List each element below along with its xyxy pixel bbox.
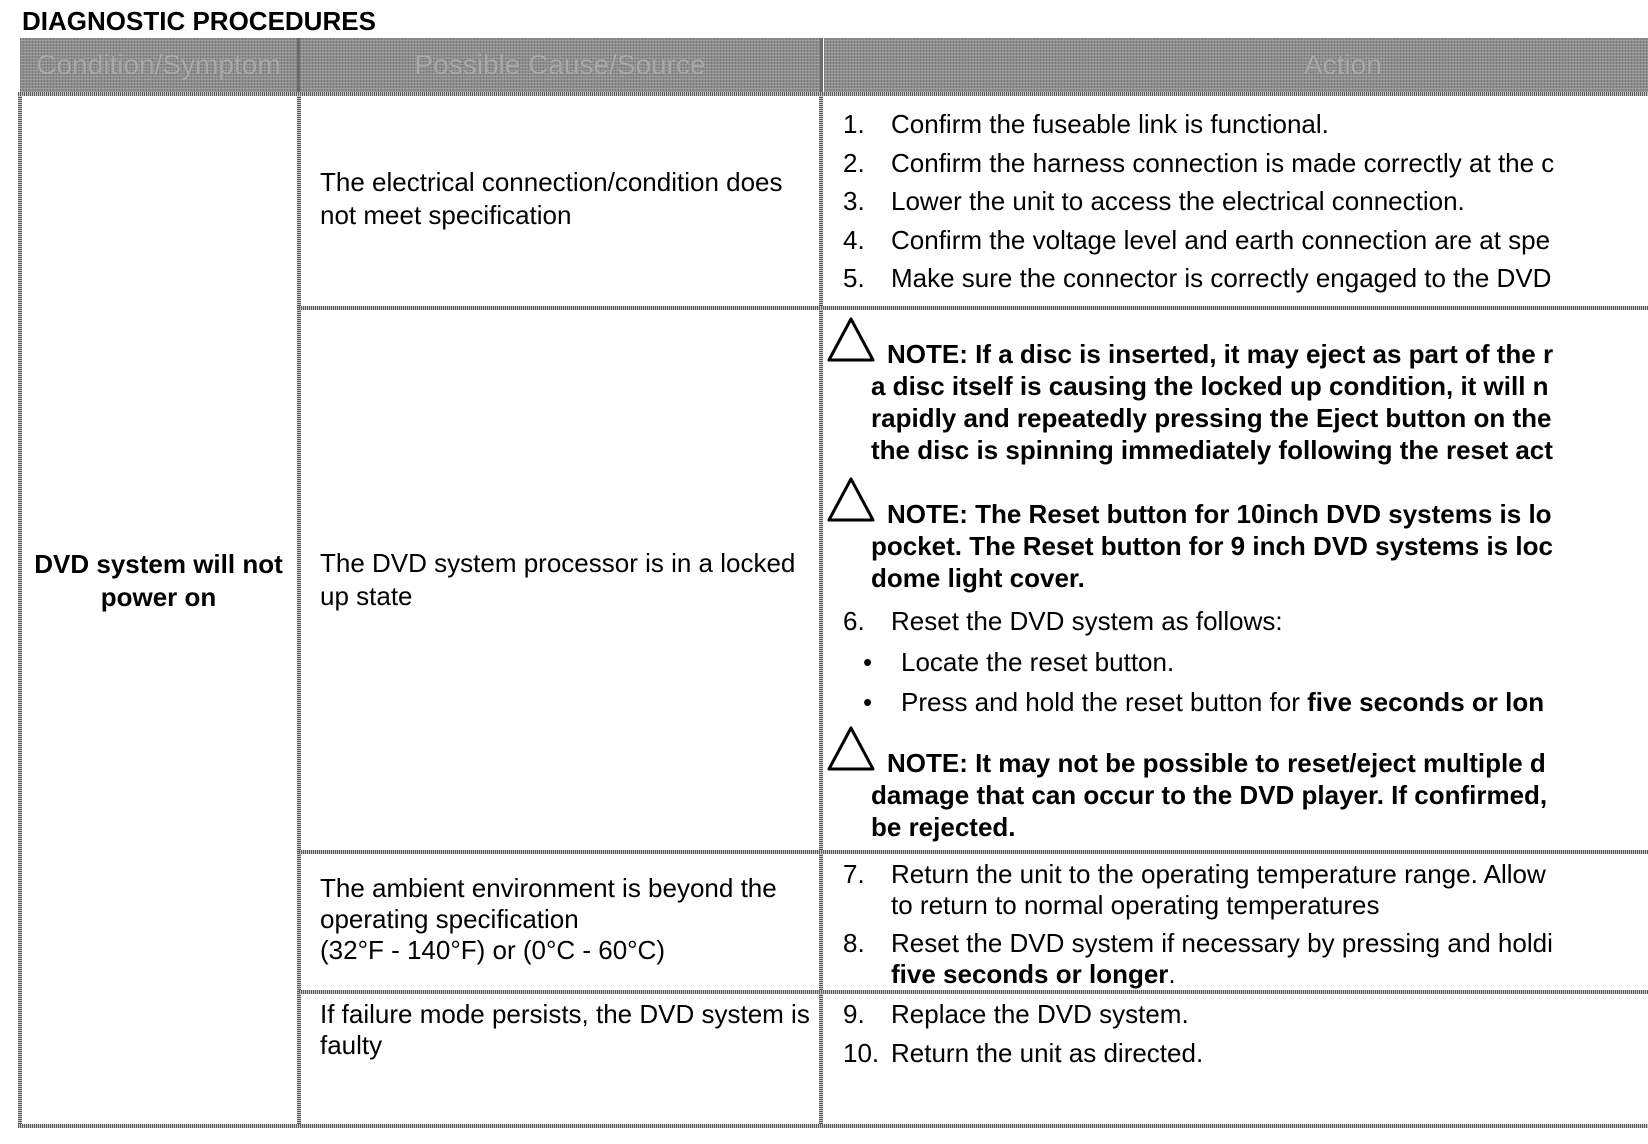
cause-line: If failure mode persists, the DVD system is — [320, 999, 810, 1029]
diagnostic-table: Condition/Symptom Possible Cause/Source Action DVD system will not power on The electrical connection/condition does not meet specification The DVD system processor is in a locked up state The ambient environment is beyond the operating specification (32°F - 140°F) or (0°C - 60°C) If failure mode persists, the DVD system is faulty 1. Confirm the fuseable link is functional. 2. Confirm the harness connection is made correctly at the c 3. Lower the unit to access the electrical connection. 4. Confirm the voltage level and earth connection are at spe 5. Make sure the connector is correctly engaged to the DVD NOTE: If a disc is inserted, it may eject as part of the r a disc itself is causing the locked up condition, it will n rapidly and repeatedly pressing the Eject button on the the disc is spinning immediately following the reset act NOTE: The Reset button for 10inch DVD systems is lo pocket. The Reset button for 9 inch DVD systems is loc dome light cover. 6. Reset the DVD system as follows: • Locate the reset button. • Press and hold the reset button for five seconds or lon NOTE: It may not be possible to reset/eject multiple d damage that can occur to the DVD player. If confirmed, be rejected. 7. Return the unit to the operating temperature range. Allow to return to normal operating temperatures 8. Reset the DVD system if necessary by pressing and holdi five seconds or longer. 9. Replace the DVD system. 10. Return the unit as directed. — [20, 38, 1648, 1130]
cause-ambient — [320, 873, 820, 966]
note-multiple-discs — [871, 747, 1547, 843]
cause-electrical — [320, 166, 820, 232]
warning-triangle-icon — [826, 476, 876, 524]
note-disc-eject — [871, 338, 1553, 466]
border-bottom — [18, 1124, 1648, 1128]
cause-line: (32°F - 140°F) or (0°C - 60°C) — [320, 935, 665, 965]
note-line: NOTE: The Reset button for 10inch DVD systems is lo — [887, 499, 1552, 529]
cause-line: The DVD system processor is in a locked — [320, 548, 796, 578]
cause-faulty — [320, 999, 820, 1061]
note-line: pocket. The Reset button for 9 inch DVD systems is loc — [871, 531, 1553, 561]
header-condition: Condition/Symptom — [20, 38, 300, 92]
cause-line: The ambient environment is beyond the — [320, 873, 777, 903]
note-reset-button-location — [871, 498, 1553, 594]
condition-line: DVD system will not — [34, 549, 283, 579]
note-line: dome light cover. — [871, 563, 1085, 593]
note-line: NOTE: If a disc is inserted, it may eject as part of the r — [887, 339, 1554, 369]
cause-line: faulty — [320, 1030, 383, 1060]
note-line: NOTE: It may not be possible to reset/eject multiple d — [887, 748, 1546, 778]
note-line: a disc itself is causing the locked up condition, it will n — [871, 371, 1549, 401]
header-action: Action — [824, 38, 1648, 92]
condition-cell — [20, 548, 297, 614]
divider-row2 — [299, 850, 1648, 854]
border-header-bottom — [18, 92, 1648, 96]
condition-line: power on — [100, 582, 217, 612]
divider-row1 — [299, 306, 1648, 310]
note-line: the disc is spinning immediately following the reset act — [871, 435, 1553, 465]
warning-triangle-icon — [826, 725, 876, 773]
note-line: be rejected. — [871, 812, 1016, 842]
cause-line: operating specification — [320, 904, 579, 934]
document-title: DIAGNOSTIC PROCEDURES — [22, 6, 376, 36]
warning-triangle-icon — [826, 316, 876, 364]
cause-line: not meet specification — [320, 200, 572, 230]
cause-locked-state — [320, 547, 820, 613]
divider-col1 — [297, 92, 301, 1128]
note-line: rapidly and repeatedly pressing the Eject button on the — [871, 403, 1552, 433]
cause-line: up state — [320, 581, 413, 611]
header-cause: Possible Cause/Source — [300, 38, 823, 92]
cause-line: The electrical connection/condition does — [320, 167, 783, 197]
note-line: damage that can occur to the DVD player. If confirmed, — [871, 780, 1548, 810]
